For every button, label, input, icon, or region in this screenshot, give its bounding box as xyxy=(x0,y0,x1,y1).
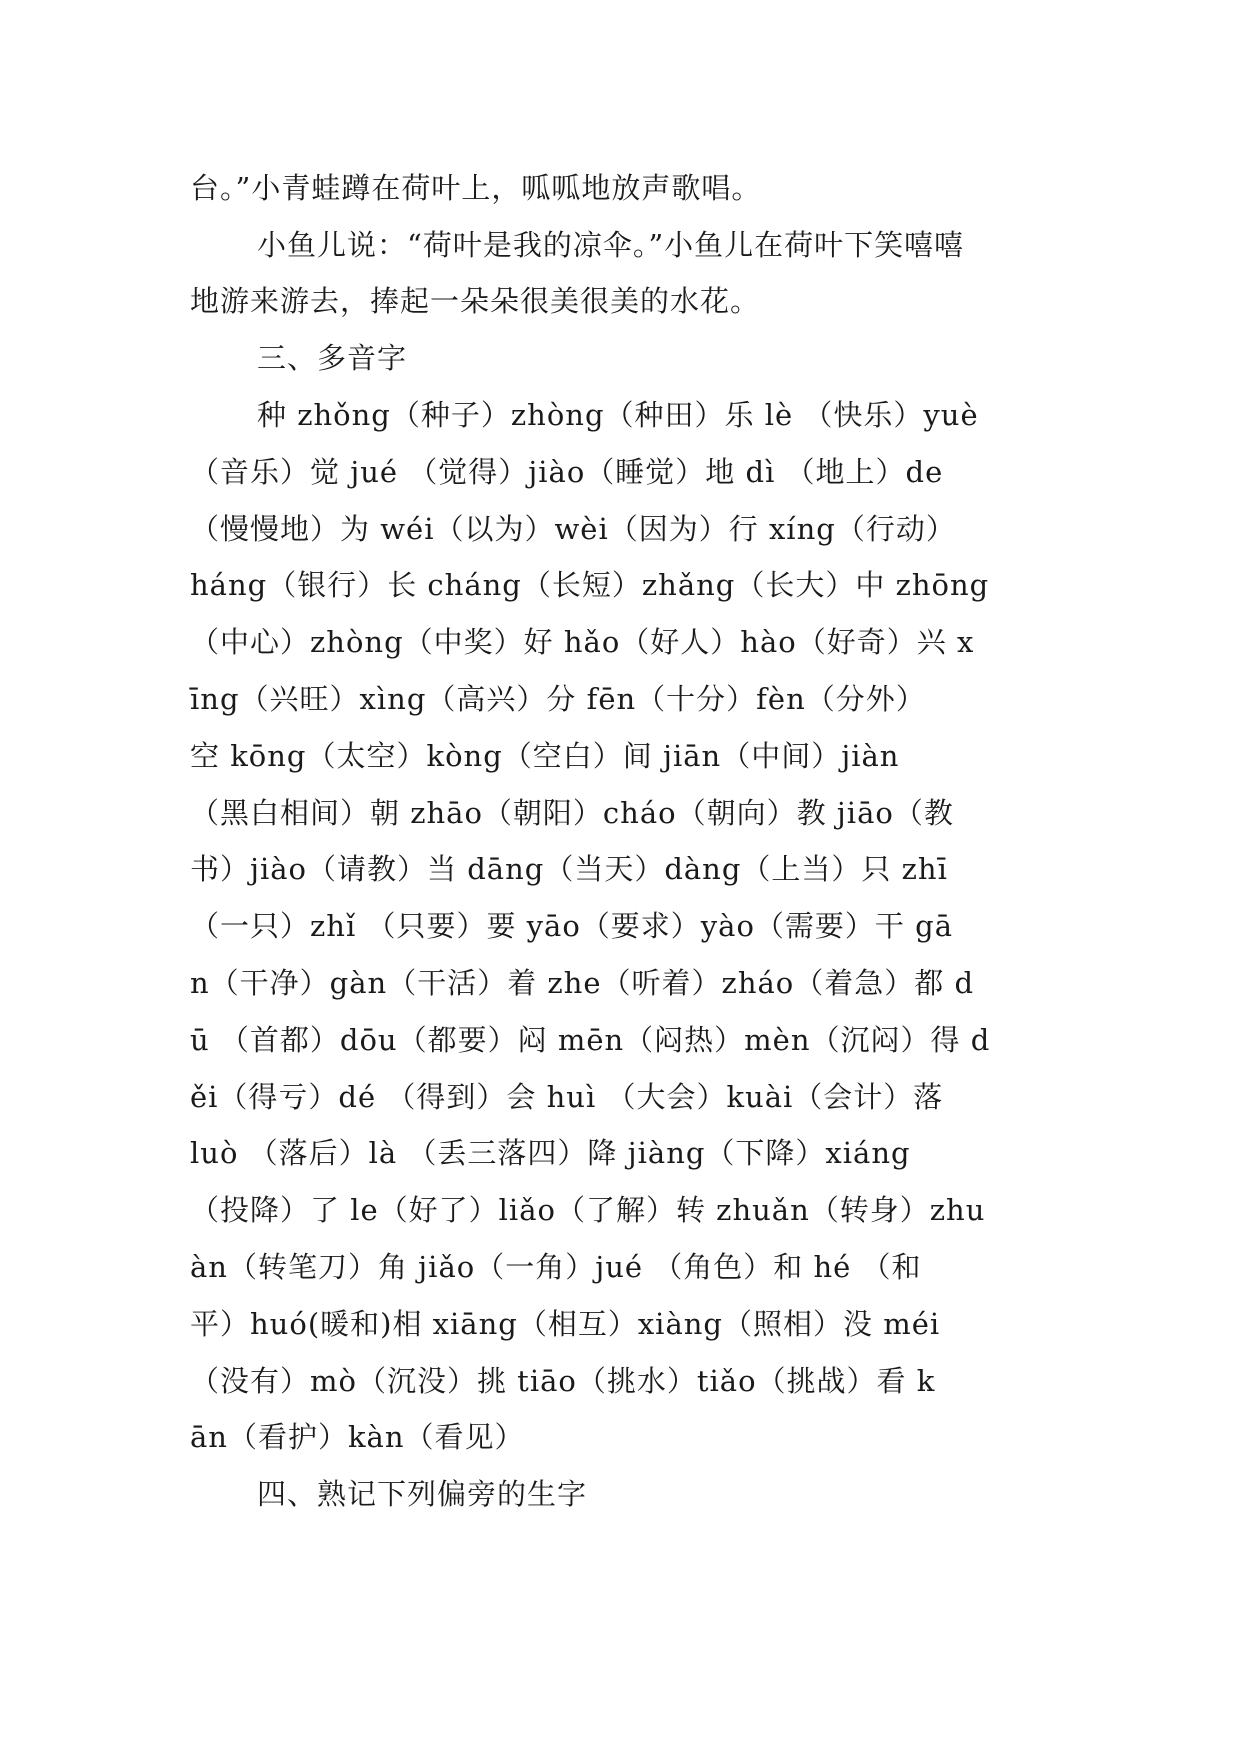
section-heading: 四、熟记下列偏旁的生字 xyxy=(257,1477,588,1511)
text-line: àn（转笔刀）角 jiǎo（一角）jué （角色）和 hé （和 xyxy=(190,1250,922,1284)
text-line: （黑白相间）朝 zhāo（朝阳）cháo（朝向）教 jiāo（教 xyxy=(190,796,954,830)
text-line: （一只）zhǐ （只要）要 yāo（要求）yào（需要）干 gā xyxy=(190,909,954,943)
text-line: 地游来游去，捧起一朵朵很美很美的水花。 xyxy=(190,284,761,318)
text-line: （投降）了 le（好了）liǎo（了解）转 zhuǎn（转身）zhu xyxy=(190,1193,986,1227)
text-line: （中心）zhòng（中奖）好 hǎo（好人）hào（好奇）兴 x xyxy=(190,625,975,659)
text-line: （没有）mò（沉没）挑 tiāo（挑水）tiǎo（挑战）看 k xyxy=(190,1364,936,1398)
text-line: 书）jiào（请教）当 dāng（当天）dàng（上当）只 zhī xyxy=(190,852,948,886)
text-line: īng（兴旺）xìng（高兴）分 fēn（十分）fèn（分外） xyxy=(190,682,926,716)
text-line: 空 kōng（太空）kòng（空白）间 jiān（中间）jiàn xyxy=(190,739,900,773)
section-heading: 三、多音字 xyxy=(257,341,408,375)
text-line: ān（看护）kàn（看见） xyxy=(190,1420,525,1454)
text-line: 小鱼儿说：“荷叶是我的凉伞。”小鱼儿在荷叶下笑嘻嘻 xyxy=(257,228,965,262)
text-line: n（干净）gàn（干活）着 zhe（听着）zháo（着急）都 d xyxy=(190,966,975,1000)
text-line: ū （首都）dōu（都要）闷 mēn（闷热）mèn（沉闷）得 d xyxy=(190,1023,991,1057)
text-line: ěi（得亏）dé （得到）会 huì （大会）kuài（会计）落 xyxy=(190,1080,944,1114)
text-line: （音乐）觉 jué （觉得）jiào（睡觉）地 dì （地上）de xyxy=(190,455,944,489)
text-line: （慢慢地）为 wéi（以为）wèi（因为）行 xíng（行动） xyxy=(190,512,956,546)
text-line: 平）huó(暖和)相 xiāng（相互）xiàng（照相）没 méi xyxy=(190,1307,941,1341)
text-line: háng（银行）长 cháng（长短）zhǎng（长大）中 zhōng xyxy=(190,568,990,602)
text-line: luò （落后）là （丢三落四）降 jiàng（下降）xiáng xyxy=(190,1136,911,1170)
text-line: 种 zhǒng（种子）zhòng（种田）乐 lè （快乐）yuè xyxy=(257,398,979,432)
text-line: 台。”小青蛙蹲在荷叶上，呱呱地放声歌唱。 xyxy=(190,171,762,205)
